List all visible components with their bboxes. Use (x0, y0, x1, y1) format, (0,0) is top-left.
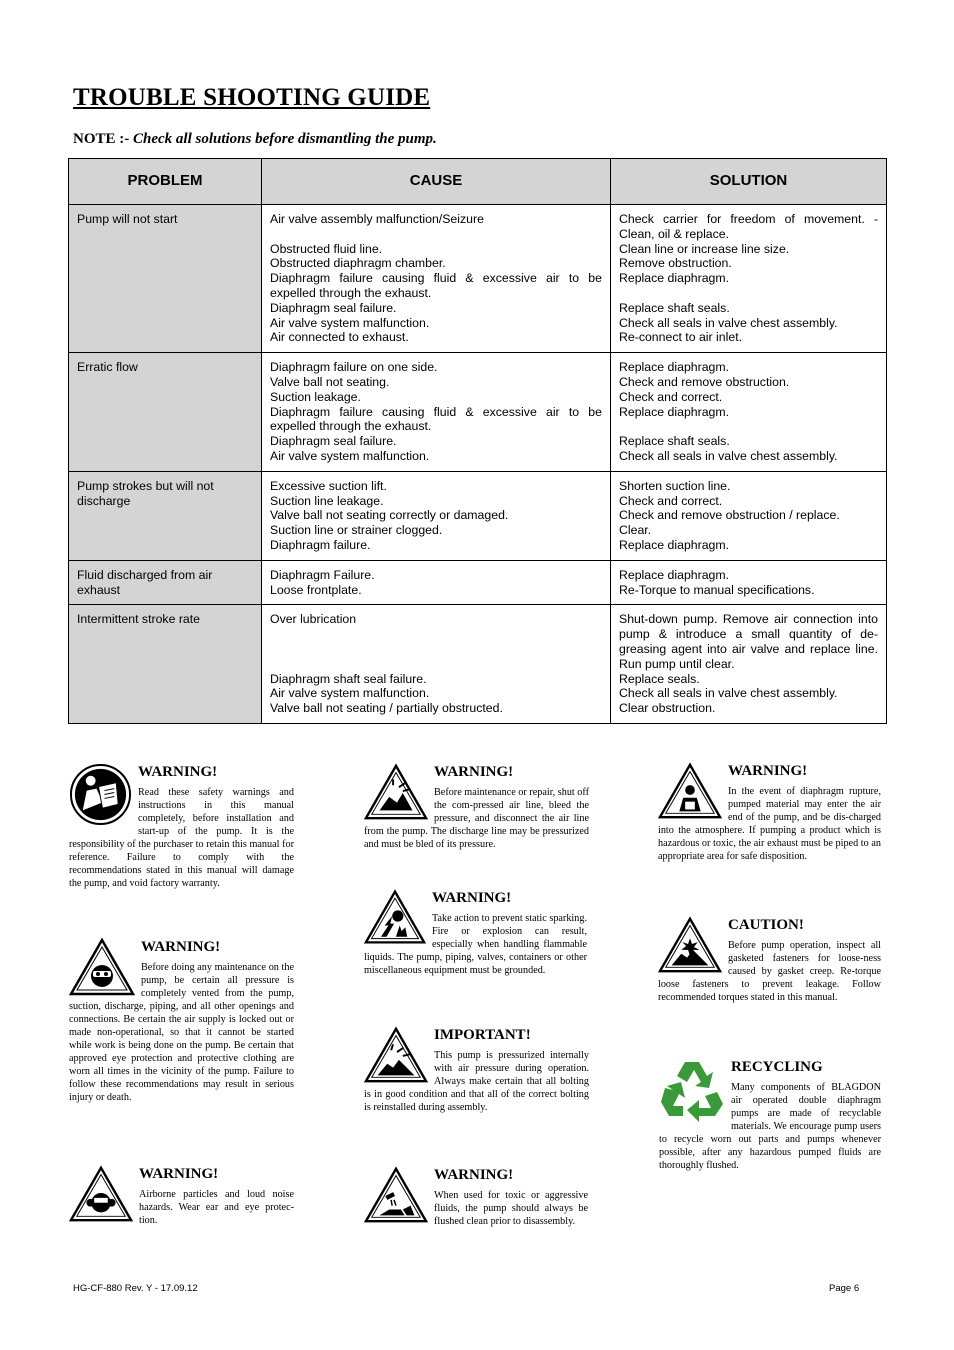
cause-cell (262, 605, 611, 724)
cause-line: Suction line leakage. (270, 493, 384, 508)
solution-line: Shut-down pump. Remove air connection into pump & introduce a small quantity of de-greasing agent into air valve and replace line. Run pump until clear. (619, 612, 878, 671)
header-cause: CAUSE (262, 159, 611, 205)
cause-line (270, 627, 602, 642)
cause-line: Suction leakage. (270, 389, 361, 404)
solution-line: Replace diaphragm. (619, 360, 730, 375)
caution-fasteners (658, 916, 881, 1004)
note-text: Check all solutions before dismantling the pump. (133, 131, 437, 147)
table-header-row (69, 159, 887, 205)
important-heading: IMPORTANT! (434, 1027, 531, 1043)
ear-eye-protection-icon (69, 1165, 133, 1223)
solution-line (619, 286, 878, 301)
cause-line: Valve ball not seating / partially obstructed. (270, 701, 503, 716)
warning-heading: WARNING! (432, 890, 512, 906)
cause-line: Diaphragm Failure. (270, 567, 375, 582)
solution-line: Check all seals in valve chest assembly. (619, 448, 838, 463)
pressure-hazard-icon (364, 763, 428, 821)
read-manual-icon (69, 763, 132, 826)
warning-text: Read these safety warnings and instructions in this manual completely, before installation and start-up of the pump. It is the responsibility of the purchaser to retain this manual for reference. Failure to comply with the recommendations stated in this manual will damage the pump, and void factory warranty. (69, 787, 294, 889)
solution-line: Clear obstruction. (619, 701, 716, 716)
solution-line: Check carrier for freedom of movement. - Clean, oil & replace. (619, 212, 878, 241)
table-row (69, 205, 887, 353)
solution-line: Check all seals in valve chest assembly. (619, 315, 838, 330)
cause-line: Diaphragm failure. (270, 537, 371, 552)
footer-doc-ref: HG-CF-880 Rev. Y - 17.09.12 (73, 1283, 198, 1294)
solution-line: Check and remove obstruction / replace. (619, 508, 840, 523)
solution-line: Check and correct. (619, 389, 723, 404)
warning-toxic (364, 1166, 588, 1228)
solution-line: Replace diaphragm. (619, 567, 730, 582)
solution-line: Replace diaphragm. (619, 271, 730, 286)
problem-cell: Fluid discharged from air exhaust (69, 560, 262, 605)
static-spark-icon (364, 889, 426, 945)
warning-read-manual (69, 763, 294, 890)
cause-line: Diaphragm failure causing fluid & excessive air to be expelled through the exhaust. (270, 404, 602, 434)
warning-text: When used for toxic or aggressive fluids, the pump should always be flushed clean prior to disassembly. (434, 1190, 588, 1227)
trouble-shooting-table (68, 158, 887, 724)
note-prefix: NOTE :- (73, 131, 130, 147)
warning-static (364, 889, 587, 977)
cause-line: Over lubrication (270, 612, 357, 627)
cause-line (270, 227, 602, 242)
cause-line: Diaphragm shaft seal failure. (270, 671, 427, 686)
solution-line: Clear. (619, 523, 652, 538)
warning-pressure (364, 763, 589, 851)
solution-cell (611, 560, 887, 605)
solution-line: Shorten suction line. (619, 478, 731, 493)
cause-line: Valve ball not seating correctly or damaged. (270, 508, 509, 523)
warning-text: Before doing any maintenance on the pump, be certain all pressure is completely vented from the pump, suction, discharge, piping, and all other openings and connections. Be certain the air supply is locked out or made non-operational, so that it cannot be started while work is being done on the pump. Be certain that approved eye protection and protective clothing are worn all times in the vicinity of the pump. Failure to follow these recommendations may result in serious injury or death. (69, 962, 294, 1103)
cause-line: Obstructed diaphragm chamber. (270, 256, 446, 271)
cause-line (270, 642, 602, 657)
cause-line (270, 657, 602, 672)
warning-text: Airborne particles and loud noise hazards. Wear ear and eye protec-tion. (139, 1189, 294, 1226)
table-row (69, 471, 887, 560)
cause-line: Excessive suction lift. (270, 478, 387, 493)
footer-page-number: Page 6 (829, 1283, 860, 1294)
note (73, 131, 437, 148)
solution-line: Replace shaft seals. (619, 434, 730, 449)
cause-line: Valve ball not seating. (270, 374, 390, 389)
cause-cell (262, 560, 611, 605)
cause-line: Air connected to exhaust. (270, 330, 409, 345)
cause-cell (262, 205, 611, 353)
cause-line: Loose frontplate. (270, 582, 362, 597)
cause-line: Diaphragm failure causing fluid & excessive air to be expelled through the exhaust. (270, 271, 602, 300)
recycling-heading: RECYCLING (731, 1059, 823, 1075)
cause-line: Diaphragm seal failure. (270, 434, 397, 449)
warning-heading: WARNING! (138, 764, 218, 780)
warning-text: In the event of diaphragm rupture, pumped material may enter the air end of the pump, and be dis-charged into the atmosphere. If pumping a product which is hazardous or toxic, the air exhaust must be piped to an appropriate area for safe disposition. (658, 786, 881, 862)
warning-heading: WARNING! (139, 1166, 219, 1182)
solution-line (619, 419, 878, 434)
problem-cell: Pump will not start (69, 205, 262, 353)
solution-cell (611, 605, 887, 724)
important-text: This pump is pressurized internally with air pressure during operation. Always make certain that all bolting is in good condition and that all of the correct bolting is reinstalled during assembly. (364, 1050, 589, 1113)
problem-cell: Erratic flow (69, 353, 262, 472)
problem-cell: Intermittent stroke rate (69, 605, 262, 724)
warning-heading: WARNING! (434, 1167, 514, 1183)
solution-line: Re-Torque to manual specifications. (619, 582, 815, 597)
cause-line: Suction line or strainer clogged. (270, 523, 443, 538)
solution-line: Remove obstruction. (619, 256, 732, 271)
toxic-fluid-icon (364, 1166, 428, 1224)
header-problem: PROBLEM (69, 159, 262, 205)
solution-cell (611, 205, 887, 353)
caution-heading: CAUTION! (728, 917, 804, 933)
cause-line: Diaphragm failure on one side. (270, 360, 438, 375)
cause-line: Air valve system malfunction. (270, 448, 430, 463)
warning-heading: WARNING! (728, 763, 808, 779)
warning-text: Before maintenance or repair, shut off the com-pressed air line, bleed the pressure, and disconnect the air line from the pump. The discharge line may be pressurized and must be bled of its pressure. (364, 787, 589, 850)
recycle-icon (659, 1058, 725, 1122)
caution-text: Before pump operation, inspect all gasketed fasteners for loose-ness caused by gasket creep. Re-torque loose fasteners to prevent leakage. Follow recommended torques stated in this manual. (658, 940, 881, 1003)
header-solution: SOLUTION (611, 159, 887, 205)
cause-cell (262, 471, 611, 560)
cause-line: Air valve system malfunction. (270, 315, 430, 330)
table-row (69, 353, 887, 472)
explosion-icon (658, 916, 722, 974)
table-row (69, 605, 887, 724)
solution-line: Replace seals. (619, 671, 700, 686)
solution-cell (611, 471, 887, 560)
solution-line: Replace shaft seals. (619, 300, 730, 315)
solution-line: Re-connect to air inlet. (619, 330, 743, 345)
solution-cell (611, 353, 887, 472)
toxic-exhaust-icon (658, 762, 722, 820)
warning-maintenance (69, 938, 294, 1104)
cause-line: Obstructed fluid line. (270, 241, 383, 256)
warning-heading: WARNING! (434, 764, 514, 780)
face-shield-icon (69, 938, 135, 996)
solution-line: Replace diaphragm. (619, 404, 730, 419)
cause-cell (262, 353, 611, 472)
recycling-text: Many components of BLAGDON air operated double diaphragm pumps are made of recyclable materials. We encourage pump users to recycle worn out parts and pumps whenever possible, after any hazardous pumped fluids are thoroughly flushed. (659, 1082, 881, 1171)
warning-noise (69, 1165, 294, 1227)
warning-text: Take action to prevent static sparking. Fire or explosion can result, especially when handling flammable liquids. The pump, piping, valves, containers or other miscellaneous equipment must be grounded. (364, 913, 587, 976)
solution-line: Check and correct. (619, 493, 723, 508)
solution-line: Check all seals in valve chest assembly. (619, 686, 838, 701)
problem-cell: Pump strokes but will not discharge (69, 471, 262, 560)
pressurized-icon (364, 1026, 428, 1084)
warning-heading: WARNING! (141, 939, 221, 955)
cause-line: Air valve system malfunction. (270, 686, 430, 701)
table-row (69, 560, 887, 605)
cause-line: Air valve assembly malfunction/Seizure (270, 212, 484, 226)
solution-line: Check and remove obstruction. (619, 374, 790, 389)
solution-line: Replace diaphragm. (619, 537, 730, 552)
important-pressurized (364, 1026, 589, 1114)
solution-line: Clean line or increase line size. (619, 241, 790, 256)
cause-line: Diaphragm seal failure. (270, 300, 397, 315)
warning-rupture (658, 762, 881, 863)
recycling-note (659, 1058, 881, 1172)
page-title: TROUBLE SHOOTING GUIDE (73, 84, 431, 111)
